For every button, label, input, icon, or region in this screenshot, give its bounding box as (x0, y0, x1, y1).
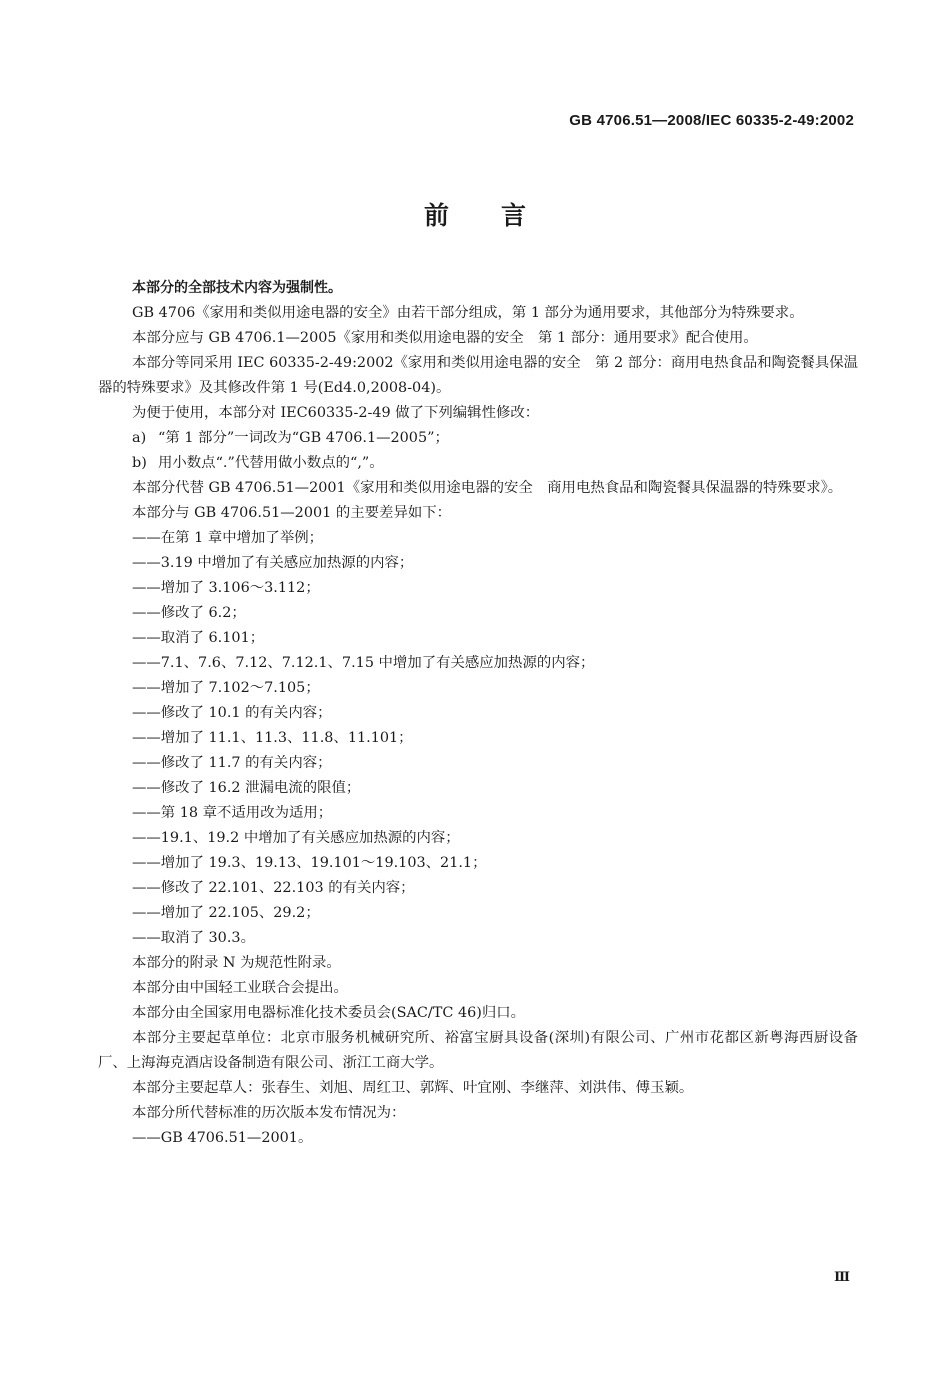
difference-item: ——取消了 30.3。 (132, 930, 255, 946)
paragraph-drafters: 本部分主要起草人：张春生、刘旭、周红卫、郭辉、叶宜刚、李继萍、刘洪伟、傅玉颖。 (132, 1080, 694, 1096)
page-number: Ⅲ (834, 1270, 850, 1285)
difference-item: ——取消了 6.101； (132, 630, 265, 646)
difference-item: ——增加了 3.106～3.112； (132, 580, 320, 596)
difference-item: ——在第 1 章中增加了举例； (132, 530, 323, 546)
difference-item: ——3.19 中增加了有关感应加热源的内容； (132, 555, 414, 571)
paragraph-differences-intro: 本部分与 GB 4706.51—2001 的主要差异如下： (132, 505, 452, 521)
difference-item: ——修改了 16.2 泄漏电流的限值； (132, 780, 361, 796)
paragraph-drafting-units: 本部分主要起草单位：北京市服务机械研究所、裕富宝厨具设备(深圳)有限公司、广州市花都区新粤海西厨设备厂、上海海克酒店设备制造有限公司、浙江工商大学。 (98, 1030, 858, 1071)
difference-item: ——增加了 11.1、11.3、11.8、11.101； (132, 730, 413, 746)
list-item-text: 用小数点“.”代替用做小数点的“,”。 (158, 455, 384, 471)
differences-list (98, 526, 858, 951)
paragraph-committee: 本部分由全国家用电器标准化技术委员会(SAC/TC 46)归口。 (132, 1005, 526, 1021)
difference-item: ——修改了 10.1 的有关内容； (132, 705, 332, 721)
paragraph-annex: 本部分的附录 N 为规范性附录。 (132, 955, 341, 971)
difference-item: ——修改了 6.2； (132, 605, 246, 621)
difference-item: ——增加了 22.105、29.2； (132, 905, 320, 921)
paragraph-history-intro: 本部分所代替标准的历次版本发布情况为： (132, 1105, 406, 1121)
paragraph-adoption: 本部分等同采用 IEC 60335-2-49:2002《家用和类似用途电器的安全 第 2 部分：商用电热食品和陶瓷餐具保温器的特殊要求》及其修改件第 1 号(Ed4.0,2008-04)。 (98, 355, 858, 396)
list-item (98, 426, 858, 451)
paragraph-proposer: 本部分由中国轻工业联合会提出。 (132, 980, 348, 996)
paragraph-replaces: 本部分代替 GB 4706.51—2001《家用和类似用途电器的安全 商用电热食品和陶瓷餐具保温器的特殊要求》。 (132, 480, 843, 496)
paragraph-editorial: 为便于使用，本部分对 IEC60335-2-49 做了下列编辑性修改： (132, 405, 540, 421)
paragraph-composition: GB 4706《家用和类似用途电器的安全》由若干部分组成，第 1 部分为通用要求，其他部分为特殊要求。 (132, 305, 804, 321)
list-item (98, 451, 858, 476)
difference-item: ——增加了 19.3、19.13、19.101～19.103、21.1； (132, 855, 487, 871)
difference-item: ——7.1、7.6、7.12、7.12.1、7.15 中增加了有关感应加热源的内容； (132, 655, 595, 671)
difference-item: ——19.1、19.2 中增加了有关感应加热源的内容； (132, 830, 460, 846)
mandatory-statement: 本部分的全部技术内容为强制性。 (132, 280, 342, 296)
list-marker: a) (132, 430, 147, 446)
list-marker: b) (132, 455, 147, 471)
page-title: 前言 (423, 201, 578, 230)
standard-code: GB 4706.51—2008/IEC 60335-2-49:2002 (569, 112, 854, 129)
difference-item: ——增加了 7.102～7.105； (132, 680, 320, 696)
paragraph-usage: 本部分应与 GB 4706.1—2005《家用和类似用途电器的安全 第 1 部分：通用要求》配合使用。 (132, 330, 758, 346)
list-item-text: “第 1 部分”一词改为“GB 4706.1—2005”； (158, 430, 449, 446)
difference-item: ——第 18 章不适用改为适用； (132, 805, 333, 821)
difference-item: ——修改了 11.7 的有关内容； (132, 755, 332, 771)
document-body (98, 276, 858, 1151)
difference-item: ——修改了 22.101、22.103 的有关内容； (132, 880, 415, 896)
previous-version-item: ——GB 4706.51—2001。 (132, 1130, 313, 1146)
